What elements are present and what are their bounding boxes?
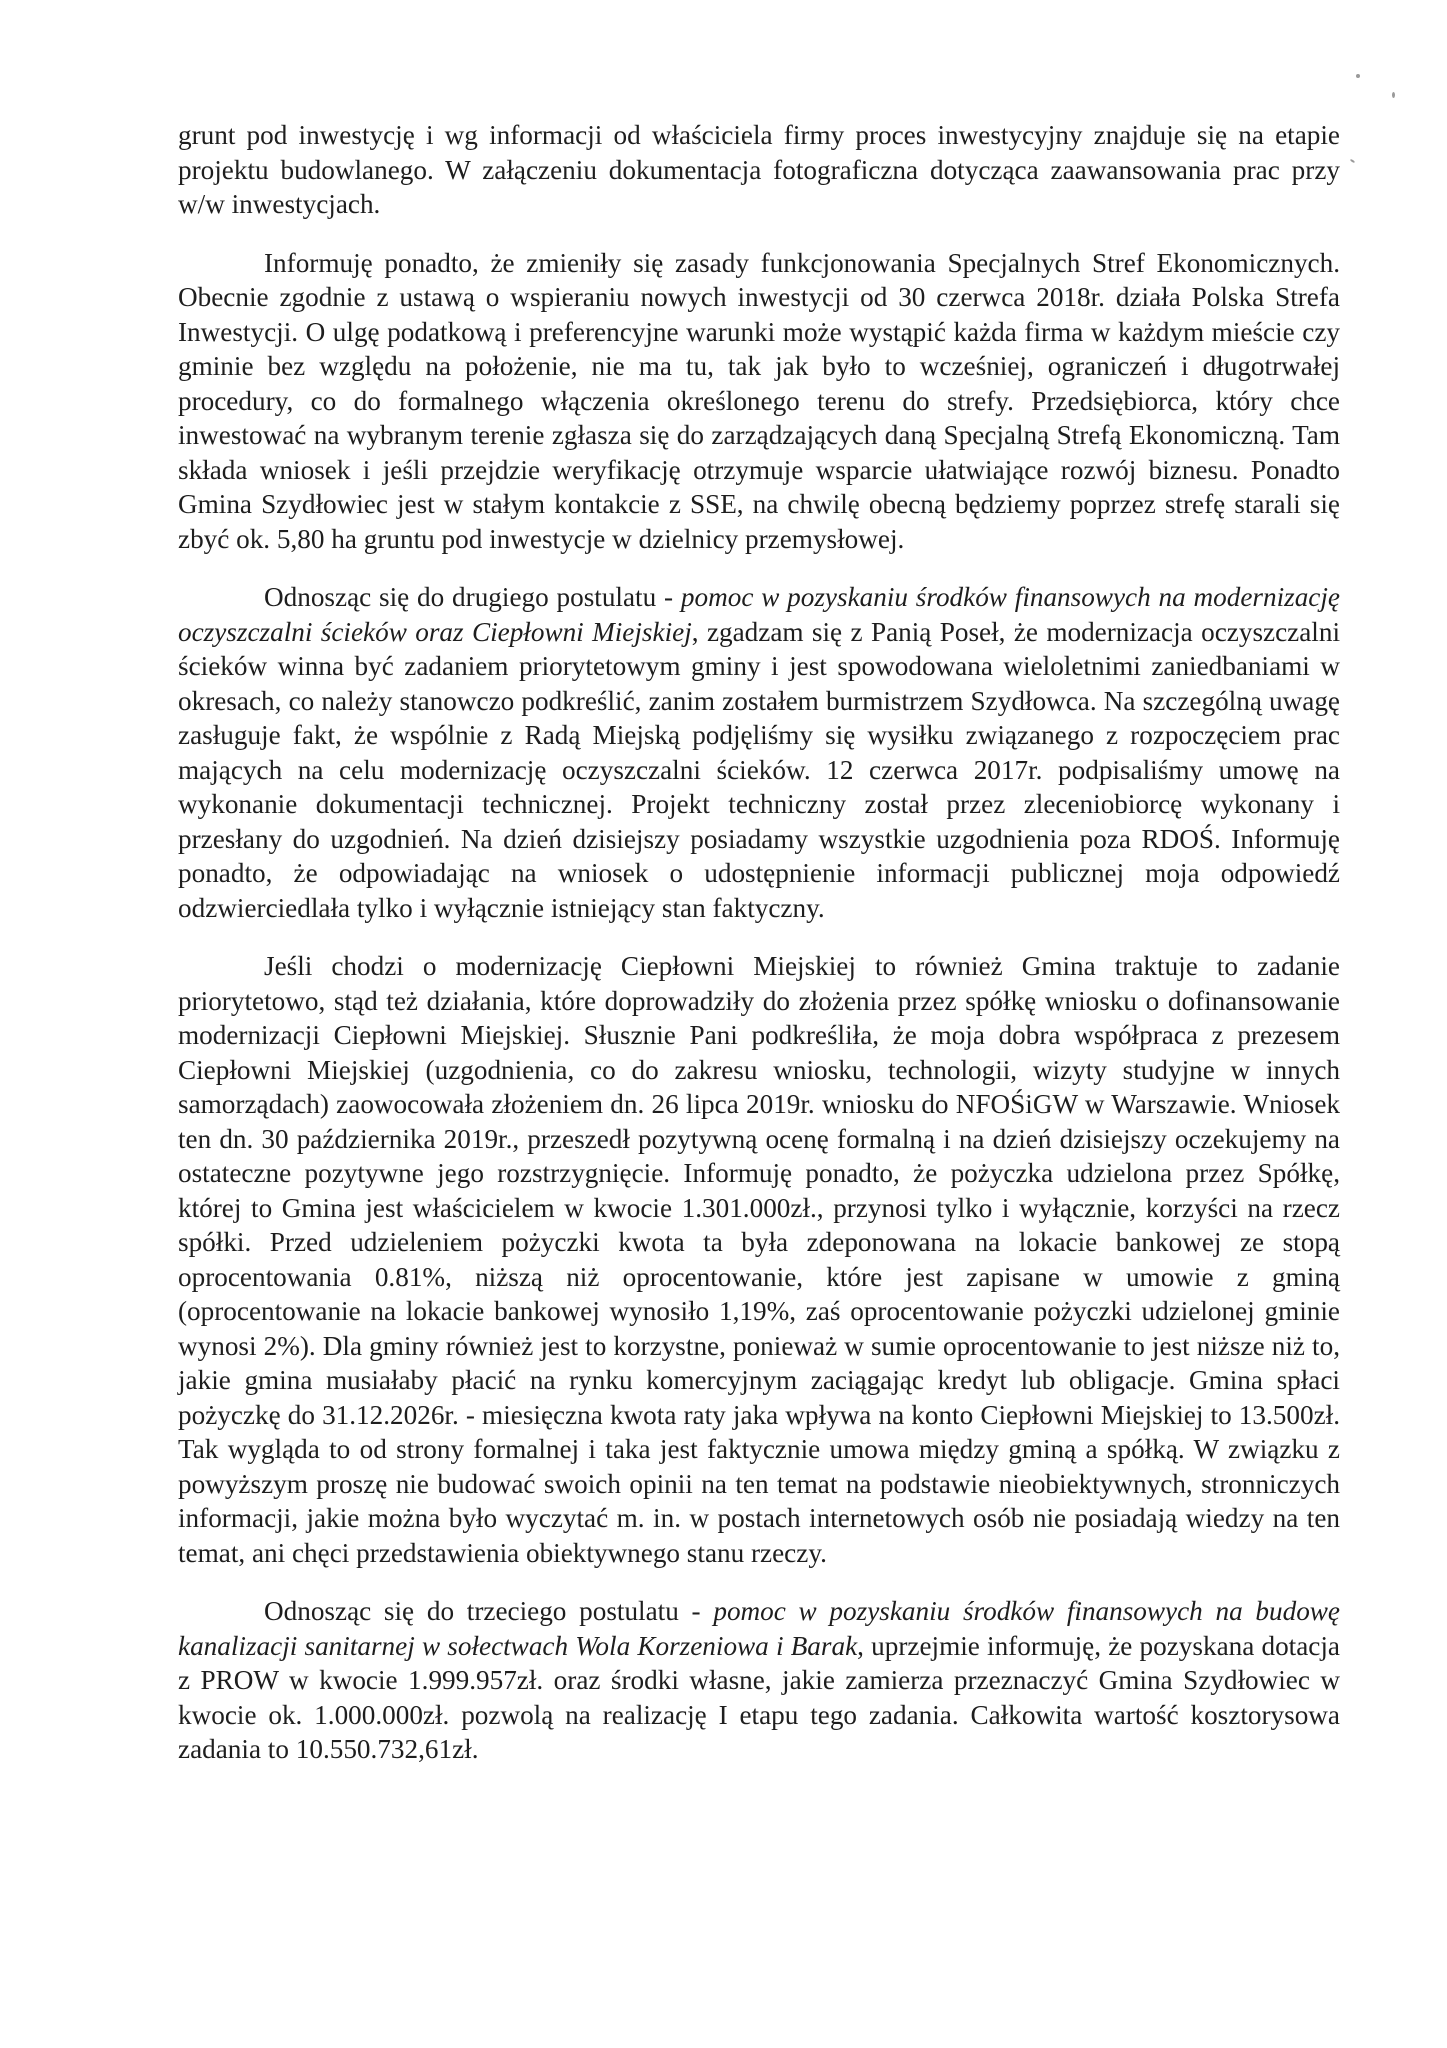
scan-speck xyxy=(1392,92,1395,98)
paragraph-economic-zones xyxy=(178,246,1340,557)
paragraph-text: Odnosząc się do drugiego postulatu - xyxy=(264,582,681,612)
paragraph-third-postulate xyxy=(178,1594,1340,1767)
paragraph-text: grunt pod inwestycję i wg informacji od właściciela firmy proces inwestycyjny znajduje się na etapie projektu budowlanego. W załączeniu dokumentacja fotograficzna dotycząca zaawansowania prac przy w/w inwestycjach. xyxy=(178,120,1340,219)
paragraph-second-postulate xyxy=(178,580,1340,925)
paragraph-investment-status xyxy=(178,118,1340,222)
paragraph-heating-plant xyxy=(178,949,1340,1570)
scan-speck xyxy=(1350,159,1355,164)
document-page xyxy=(178,118,1340,1791)
postulate-title: pomoc w pozyskaniu środków finansowych na modernizację oczyszczalni ścieków oraz Ciepłowni Miejskiej xyxy=(178,582,1340,647)
postulate-title: pomoc w pozyskaniu środków finansowych na budowę kanalizacji sanitarnej w sołectwach Wola Korzeniowa i Barak xyxy=(178,1596,1340,1661)
paragraph-text: Odnosząc się do trzeciego postulatu - xyxy=(264,1596,714,1626)
paragraph-text: , zgadzam się z Panią Poseł, że modernizacja oczyszczalni ścieków winna być zadaniem priorytetowym gminy i jest spowodowana wieloletnimi zaniedbaniami w okresach, co należy stanowczo podkreślić, zanim zostałem burmistrzem Szydłowca. Na szczególną uwagę zasługuje fakt, że wspólnie z Radą Miejską podjęliśmy się wysiłku związanego z rozpoczęciem prac mających na celu modernizację oczyszczalni ścieków. 12 czerwca 2017r. podpisaliśmy umowę na wykonanie dokumentacji technicznej. Projekt techniczny został przez zleceniobiorcę wykonany i przesłany do uzgodnień. Na dzień dzisiejszy posiadamy wszystkie uzgodnienia poza RDOŚ. Informuję ponadto, że odpowiadając na wniosek o udostępnienie informacji publicznej moja odpowiedź odzwierciedlała tylko i wyłącznie istniejący stan faktyczny. xyxy=(178,616,1340,923)
paragraph-text: Informuję ponadto, że zmieniły się zasady funkcjonowania Specjalnych Stref Ekonomicznych. Obecnie zgodnie z ustawą o wspieraniu nowych inwestycji od 30 czerwca 2018r. działa Polska Strefa Inwestycji. O ulgę podatkową i preferencyjne warunki może wystąpić każda firma w każdym mieście czy gminie bez względu na położenie, nie ma tu, tak jak było to wcześniej, ograniczeń i długotrwałej procedury, co do formalnego włączenia określonego terenu do strefy. Przedsiębiorca, który chce inwestować na wybranym terenie zgłasza się do zarządzających daną Specjalną Strefą Ekonomiczną. Tam składa wniosek i jeśli przejdzie weryfikację otrzymuje wsparcie ułatwiające rozwój biznesu. Ponadto Gmina Szydłowiec jest w stałym kontakcie z SSE, na chwilę obecną będziemy poprzez strefę starali się zbyć ok. 5,80 ha gruntu pod inwestycje w dzielnicy przemysłowej. xyxy=(178,247,1340,554)
scan-speck xyxy=(1356,74,1360,78)
paragraph-text: Jeśli chodzi o modernizację Ciepłowni Miejskiej to również Gmina traktuje to zadanie priorytetowo, stąd też działania, które doprowadziły do złożenia przez spółkę wniosku o dofinansowanie modernizacji Ciepłowni Miejskiej. Słusznie Pani podkreśliła, że moja dobra współpraca z prezesem Ciepłowni Miejskiej (uzgodnienia, co do zakresu wniosku, technologii, wizyty studyjne w innych samorządach) zaowocowała złożeniem dn. 26 lipca 2019r. wniosku do NFOŚiGW w Warszawie. Wniosek ten dn. 30 października 2019r., przeszedł pozytywną ocenę formalną i na dzień dzisiejszy oczekujemy na ostateczne pozytywne jego rozstrzygnięcie. Informuję ponadto, że pożyczka udzielona przez Spółkę, której to Gmina jest właścicielem w kwocie 1.301.000zł., przynosi tylko i wyłącznie, korzyści na rzecz spółki. Przed udzieleniem pożyczki kwota ta była zdeponowana na lokacie bankowej ze stopą oprocentowania 0.81%, niższą niż oprocentowanie, które jest zapisane w umowie z gminą (oprocentowanie na lokacie bankowej wynosiło 1,19%, zaś oprocentowanie pożyczki udzielonej gminie wynosi 2%). Dla gminy również jest to korzystne, ponieważ w sumie oprocentowanie to jest niższe niż to, jakie gmina musiałaby płacić na rynku komercyjnym zaciągając kredyt lub obligacje. Gmina spłaci pożyczkę do 31.12.2026r. - miesięczna kwota raty jaka wpływa na konto Ciepłowni Miejskiej to 13.500zł. Tak wygląda to od strony formalnej i taka jest faktycznie umowa między gminą a spółką. W związku z powyższym proszę nie budować swoich opinii na ten temat na podstawie nieobiektywnych, stronniczych informacji, jakie można było wyczytać m. in. w postach internetowych osób nie posiadają wiedzy na ten temat, ani chęci przedstawienia obiektywnego stanu rzeczy. xyxy=(178,951,1340,1568)
paragraph-text: , uprzejmie informuję, że pozyskana dotacja z PROW w kwocie 1.999.957zł. oraz środki własne, jakie zamierza przeznaczyć Gmina Szydłowiec w kwocie ok. 1.000.000zł. pozwolą na realizację I etapu tego zadania. Całkowita wartość kosztorysowa zadania to 10.550.732,61zł. xyxy=(178,1630,1340,1764)
